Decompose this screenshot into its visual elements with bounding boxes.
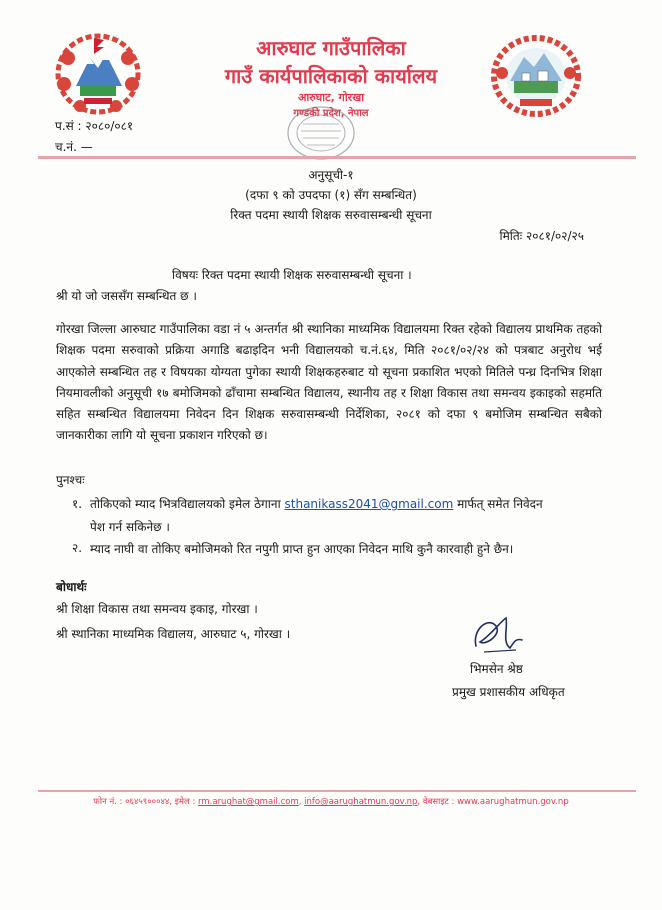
letter-number: प.सं : २०८०/०८१ bbox=[55, 119, 134, 133]
salutation: श्री यो जो जससँग सम्बन्धित छ । bbox=[56, 289, 197, 303]
annex-label: अनुसूची-१ bbox=[308, 168, 354, 182]
footer-contact bbox=[0, 796, 662, 807]
office-subtitle: गाउँ कार्यपालिकाको कार्यालय bbox=[224, 64, 438, 88]
postscript-item-1-number: १. bbox=[72, 497, 83, 511]
notice-title: रिक्त पदमा स्थायी शिक्षक सरुवासम्बन्धी सूचना bbox=[230, 208, 432, 222]
subject-line: विषयः रिक्त पदमा स्थायी शिक्षक सरुवासम्बन्धी सूचना । bbox=[172, 268, 412, 282]
dispatch-number: च.नं. — bbox=[55, 140, 93, 154]
signatory-name: भिमसेन श्रेष्ठ bbox=[470, 662, 523, 676]
office-province: गण्डकी प्रदेश, नेपाल bbox=[293, 108, 369, 119]
footer-website[interactable]: www.aarughatmun.gov.np bbox=[457, 797, 569, 807]
cc-label: बोधार्थः bbox=[56, 580, 87, 594]
cc-recipient-1: श्री शिक्षा विकास तथा समन्वय इकाइ, गोरखा । bbox=[56, 602, 258, 616]
footer-website-label: , वेबसाइट : bbox=[417, 797, 455, 807]
signatory-title: प्रमुख प्रशासकीय अधिकृत bbox=[452, 685, 565, 699]
office-stamp-icon bbox=[285, 104, 357, 162]
footer-email-1[interactable]: rm.arughat@gmail.com bbox=[198, 797, 299, 807]
office-name: आरुघाट गाउँपालिका bbox=[256, 36, 406, 60]
office-address: आरुघाट, गोरखा bbox=[297, 91, 365, 104]
cc-recipient-2: श्री स्थानिका माध्यमिक विद्यालय, आरुघाट ५, गोरखा । bbox=[56, 627, 291, 641]
postscript-item-1-line-1 bbox=[90, 495, 590, 512]
school-email-link[interactable]: sthanikass2041@gmail.com bbox=[284, 497, 454, 511]
notice-body: गोरखा जिल्ला आरुघाट गाउँपालिका वडा नं ५ अन्तर्गत श्री स्थानिका माध्यमिक विद्यालयमा रिक्त रहेको विद्यालय प्राथमिक तहको शिक्षक पदमा सरुवाको प्रक्रिया अगाडि बढाइदिन भनी विद्यालयको च.नं.६४, मिति २०८१/०२/२४ को पत्रबाट अनुरोध भई आएकोले सम्बन्धित तह र विषयका योग्यता पुगेका स्थायी शिक्षकहरुबाट यो सूचना प्रकाशित भएको मितिले पन्ध्र दिनभित्र शिक्षा नियमावलीको अनुसूची १७ बमोजिमको ढाँचामा सम्बन्धित विद्यालय, स्थानीय तह र शिक्षा विकास तथा समन्वय इकाइको सहमति सहित सम्बन्धित विद्यालयमा निवेदन दिन शिक्षक सरुवासम्बन्धी निर्देशिका, २०८१ को दफा ९ बमोजिम सम्बन्धित सबैको जानकारीका लागि यो सूचना प्रकाशन गरिएको छ। bbox=[56, 322, 602, 443]
header-divider bbox=[38, 156, 636, 159]
footer-separator: , bbox=[298, 797, 302, 807]
postscript-item-1-line-2: पेश गर्न सकिनेछ । bbox=[90, 520, 170, 534]
footer-phone: फोन नं. : ०६४५९०००४४, इमेल : bbox=[93, 797, 196, 807]
postscript-item-2-text: म्याद नाघी वा तोकिए बमोजिमको रित नपुगी प्राप्त हुन आएका निवेदन माथि कुनै कारवाही हुने छैन। bbox=[90, 542, 514, 556]
signature-icon bbox=[466, 612, 528, 658]
footer-divider bbox=[38, 790, 636, 792]
footer-email-2[interactable]: info@aarughatmun.gov.np bbox=[304, 797, 418, 807]
postscript-item-1-text-after: मार्फत् समेत निवेदन bbox=[457, 497, 543, 511]
postscript-item-2-number: २. bbox=[72, 541, 83, 555]
clause-reference: (दफा ९ को उपदफा (१) सँग सम्बन्धित) bbox=[245, 188, 417, 202]
notice-date: मितिः २०८१/०२/२५ bbox=[499, 229, 584, 243]
postscript-label: पुनश्चः bbox=[56, 473, 85, 487]
postscript-item-1-text-before: तोकिएको म्याद भित्रविद्यालयको इमेल ठेगाना bbox=[90, 497, 281, 511]
